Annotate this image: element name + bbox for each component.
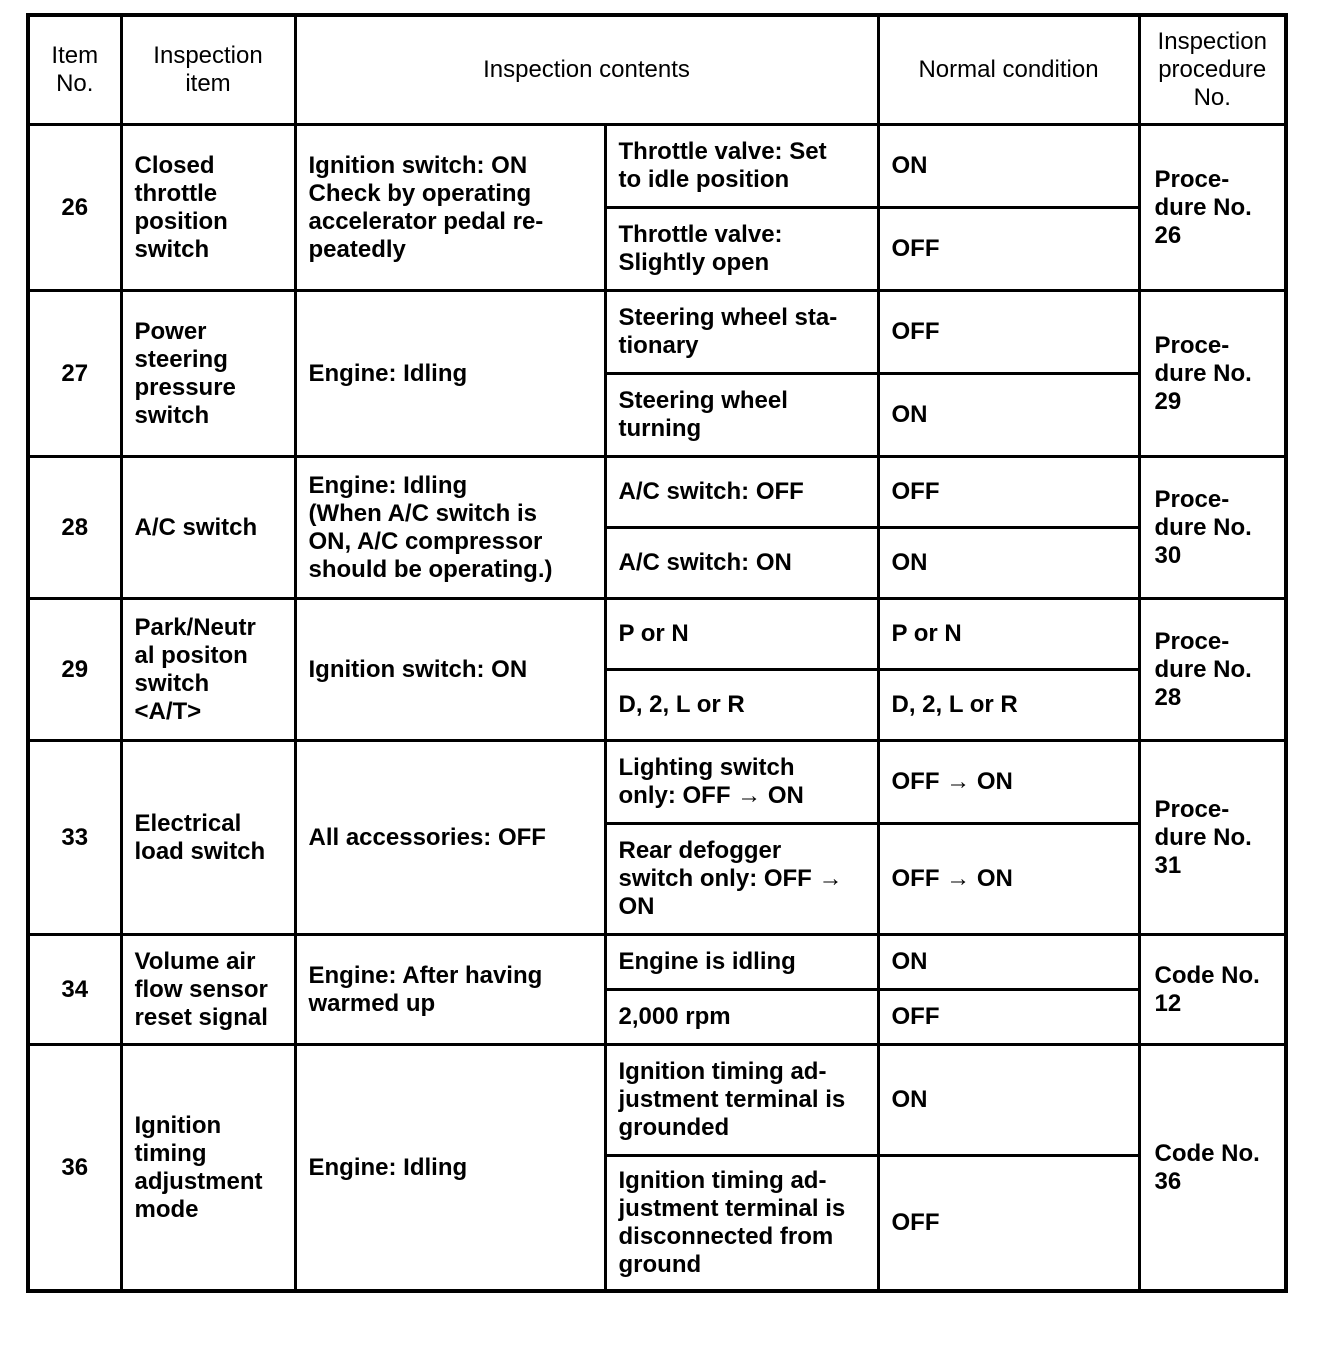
table-row [28, 457, 1286, 528]
condition-detail: A/C switch: ON [605, 528, 878, 599]
inspection-contents: Engine: Idling [295, 291, 605, 457]
condition-detail: Steering wheel turning [605, 374, 878, 457]
header-procedure-no: Inspection procedure No. [1139, 15, 1286, 125]
header-item-no: Item No. [28, 15, 121, 125]
condition-detail: Ignition timing ad- justment terminal is disconnected from ground [605, 1156, 878, 1292]
normal-condition: OFF [878, 990, 1139, 1045]
inspection-item: Electrical load switch [121, 741, 295, 935]
normal-condition: P or N [878, 599, 1139, 670]
normal-condition: OFF → ON [878, 741, 1139, 824]
inspection-contents: Engine: Idling (When A/C switch is ON, A/C compressor should be operating.) [295, 457, 605, 599]
condition-detail: Lighting switch only: OFF → ON [605, 741, 878, 824]
procedure-number: Code No. 36 [1139, 1045, 1286, 1292]
condition-detail: Throttle valve: Slightly open [605, 208, 878, 291]
condition-detail: Ignition timing ad- justment terminal is grounded [605, 1045, 878, 1156]
normal-condition: ON [878, 1045, 1139, 1156]
procedure-number: Proce- dure No. 31 [1139, 741, 1286, 935]
table-row [28, 291, 1286, 374]
procedure-number: Code No. 12 [1139, 935, 1286, 1045]
procedure-number: Proce- dure No. 29 [1139, 291, 1286, 457]
table-row [28, 741, 1286, 824]
inspection-contents: Ignition switch: ON Check by operating accelerator pedal re- peatedly [295, 125, 605, 291]
item-number: 27 [28, 291, 121, 457]
inspection-item: Ignition timing adjustment mode [121, 1045, 295, 1292]
normal-condition: D, 2, L or R [878, 670, 1139, 741]
normal-condition: ON [878, 125, 1139, 208]
condition-detail: A/C switch: OFF [605, 457, 878, 528]
procedure-number: Proce- dure No. 30 [1139, 457, 1286, 599]
item-number: 34 [28, 935, 121, 1045]
header-inspection-contents: Inspection contents [295, 15, 878, 125]
item-number: 33 [28, 741, 121, 935]
table-row [28, 125, 1286, 208]
table-row [28, 599, 1286, 670]
normal-condition: ON [878, 935, 1139, 990]
procedure-number: Proce- dure No. 28 [1139, 599, 1286, 741]
inspection-item: Park/Neutr al positon switch <A/T> [121, 599, 295, 741]
procedure-number: Proce- dure No. 26 [1139, 125, 1286, 291]
item-number: 36 [28, 1045, 121, 1292]
item-number: 26 [28, 125, 121, 291]
inspection-item: Closed throttle position switch [121, 125, 295, 291]
inspection-table [26, 13, 1288, 1293]
condition-detail: P or N [605, 599, 878, 670]
normal-condition: OFF → ON [878, 824, 1139, 935]
table-row [28, 935, 1286, 990]
inspection-contents: All accessories: OFF [295, 741, 605, 935]
inspection-item: A/C switch [121, 457, 295, 599]
item-number: 28 [28, 457, 121, 599]
normal-condition: OFF [878, 291, 1139, 374]
condition-detail: Steering wheel sta- tionary [605, 291, 878, 374]
header-inspection-item: Inspection item [121, 15, 295, 125]
condition-detail: Rear defogger switch only: OFF → ON [605, 824, 878, 935]
condition-detail: Throttle valve: Set to idle position [605, 125, 878, 208]
condition-detail: D, 2, L or R [605, 670, 878, 741]
normal-condition: OFF [878, 457, 1139, 528]
inspection-contents: Ignition switch: ON [295, 599, 605, 741]
inspection-contents: Engine: After having warmed up [295, 935, 605, 1045]
condition-detail: 2,000 rpm [605, 990, 878, 1045]
inspection-contents: Engine: Idling [295, 1045, 605, 1292]
table-row [28, 1045, 1286, 1156]
normal-condition: ON [878, 528, 1139, 599]
header-row [28, 15, 1286, 125]
inspection-item: Power steering pressure switch [121, 291, 295, 457]
normal-condition: OFF [878, 1156, 1139, 1292]
item-number: 29 [28, 599, 121, 741]
inspection-item: Volume air flow sensor reset signal [121, 935, 295, 1045]
normal-condition: OFF [878, 208, 1139, 291]
normal-condition: ON [878, 374, 1139, 457]
header-normal-condition: Normal condition [878, 15, 1139, 125]
condition-detail: Engine is idling [605, 935, 878, 990]
